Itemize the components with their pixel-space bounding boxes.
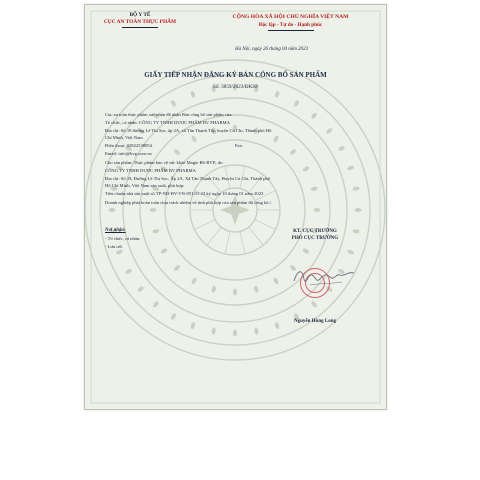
agency-name: CỤC AN TOÀN THỰC PHẨM bbox=[103, 19, 177, 25]
bronze-drum-watermark bbox=[85, 5, 386, 409]
fax-line: Fax: bbox=[235, 143, 244, 148]
drum-motif bbox=[347, 165, 355, 171]
drum-motif bbox=[233, 330, 237, 337]
drum-motif bbox=[160, 248, 168, 255]
drum-motif bbox=[190, 322, 196, 330]
intro-text: Cục an toàn thực phẩm xác nhận đã nhận Bản công bố sản phẩm của: bbox=[105, 112, 233, 117]
manufacturer-address-1: Địa chỉ: Số 18, Đường Lê Thị Sọc, Ấp 2A, Xã Tân Thạnh Tây, Huyện Củ Chi, Thành phố bbox=[105, 176, 271, 181]
motto: Độc lập - Tự do - Hạnh phúc bbox=[258, 22, 323, 28]
drum-motif bbox=[109, 208, 116, 212]
drum-motif bbox=[170, 99, 177, 107]
drum-ray bbox=[240, 231, 245, 253]
drum-motif bbox=[274, 90, 280, 98]
signer-role-1: KT. CỤC TRƯỞNG bbox=[293, 229, 337, 234]
drum-ray bbox=[225, 231, 230, 253]
address-line-1: Địa chỉ: Số 18 đường Lê Thị Sọc, ấp 2A, xã Tân Thạnh Tây, huyện Củ Chi, Thành phố Hồ bbox=[105, 128, 272, 133]
handwritten-signature bbox=[290, 263, 360, 293]
standard-line: Tiêu chuẩn nhà sản xuất số TP-ND-BV-VN-051.01-23 ký ngày 10 tháng 01 năm 2023 bbox=[105, 191, 264, 196]
recipient-item: - Lưu trữ. bbox=[105, 244, 123, 249]
product-line: Cho sản phẩm: Thực phẩm bảo vệ sức khỏe Magie B6-BVP; do: bbox=[105, 160, 224, 165]
drum-motif bbox=[310, 300, 318, 308]
address-line-2: Chí Minh, Việt Nam bbox=[105, 135, 143, 140]
signer-role-2: PHÓ CỤC TRƯỞNG bbox=[291, 236, 339, 241]
drum-motif bbox=[253, 285, 259, 293]
ministry-name: BỘ Y TẾ bbox=[129, 12, 151, 18]
drum-motif bbox=[347, 249, 355, 255]
drum-motif bbox=[352, 186, 360, 191]
drum-motif bbox=[302, 248, 310, 255]
drum-motif bbox=[124, 268, 132, 275]
certificate-document bbox=[84, 4, 387, 410]
republic-header: CỘNG HÒA XÃ HỘI CHỦ NGHĨA VIỆT NAM bbox=[232, 14, 349, 20]
drum-motif bbox=[314, 208, 321, 212]
drum-motif bbox=[325, 127, 333, 135]
drum-ray bbox=[249, 227, 263, 245]
drum-motif bbox=[273, 277, 280, 285]
drum-ray bbox=[207, 227, 221, 245]
phone-line: Điện thoại: 02822538854 bbox=[105, 143, 152, 148]
drum-motif bbox=[293, 99, 300, 107]
drum-motif bbox=[302, 166, 310, 173]
signer-name: Nguyễn Hùng Long bbox=[294, 319, 336, 324]
header-rule-left bbox=[122, 27, 158, 28]
drum-motif bbox=[173, 148, 181, 156]
email-line: Email: info@bvp.com.vn bbox=[105, 151, 152, 156]
organization-line: Tổ chức, cá nhân: CÔNG TY TNHH DƯỢC PHẨM BV PHARMA bbox=[105, 120, 230, 125]
document-title: GIẤY TIẾP NHẬN ĐĂNG KÝ BẢN CÔNG BỐ SẢN PHẨM bbox=[144, 71, 327, 79]
drum-motif bbox=[211, 285, 217, 293]
drum-motif bbox=[233, 289, 237, 296]
recipient-item: - Tổ chức, cá nhân; bbox=[105, 236, 141, 241]
header-rule-right bbox=[268, 30, 314, 31]
drum-motif bbox=[355, 208, 362, 212]
drum-motif bbox=[137, 285, 145, 293]
document-number: Số: 3859/2023/ĐKSP bbox=[212, 84, 259, 90]
drum-motif bbox=[152, 228, 160, 234]
manufacturer-address-2: Hồ Chí Minh, Việt Nam sản xuất, phù hợp: bbox=[105, 183, 185, 188]
drum-motif bbox=[273, 135, 280, 143]
drum-motif bbox=[191, 277, 198, 285]
drum-motif bbox=[170, 312, 177, 320]
drum-motif bbox=[190, 90, 196, 98]
recipients-heading: Nơi nhận: bbox=[105, 228, 126, 233]
drum-motif bbox=[152, 300, 160, 308]
drum-motif bbox=[310, 186, 318, 192]
drum-motif bbox=[191, 135, 198, 143]
drum-ray bbox=[194, 220, 215, 230]
drum-motif bbox=[337, 145, 345, 152]
commitment-line: Doanh nghiệp phải hoàn toàn chịu trách nhiệm về tính phù hợp của sản phẩm đã công bố./. bbox=[105, 200, 273, 205]
date-place: Hà Nội, ngày 26 tháng 04 năm 2023 bbox=[235, 47, 309, 52]
drum-motif bbox=[310, 112, 318, 120]
drum-motif bbox=[211, 327, 216, 335]
drum-motif bbox=[150, 208, 157, 212]
manufacturer-name: CÔNG TY TNHH DƯỢC PHẨM BV PHARMA bbox=[105, 168, 196, 173]
drum-motif bbox=[115, 249, 123, 255]
drum-motif bbox=[254, 327, 259, 335]
drum-motif bbox=[289, 148, 297, 156]
drum-motif bbox=[173, 264, 181, 272]
